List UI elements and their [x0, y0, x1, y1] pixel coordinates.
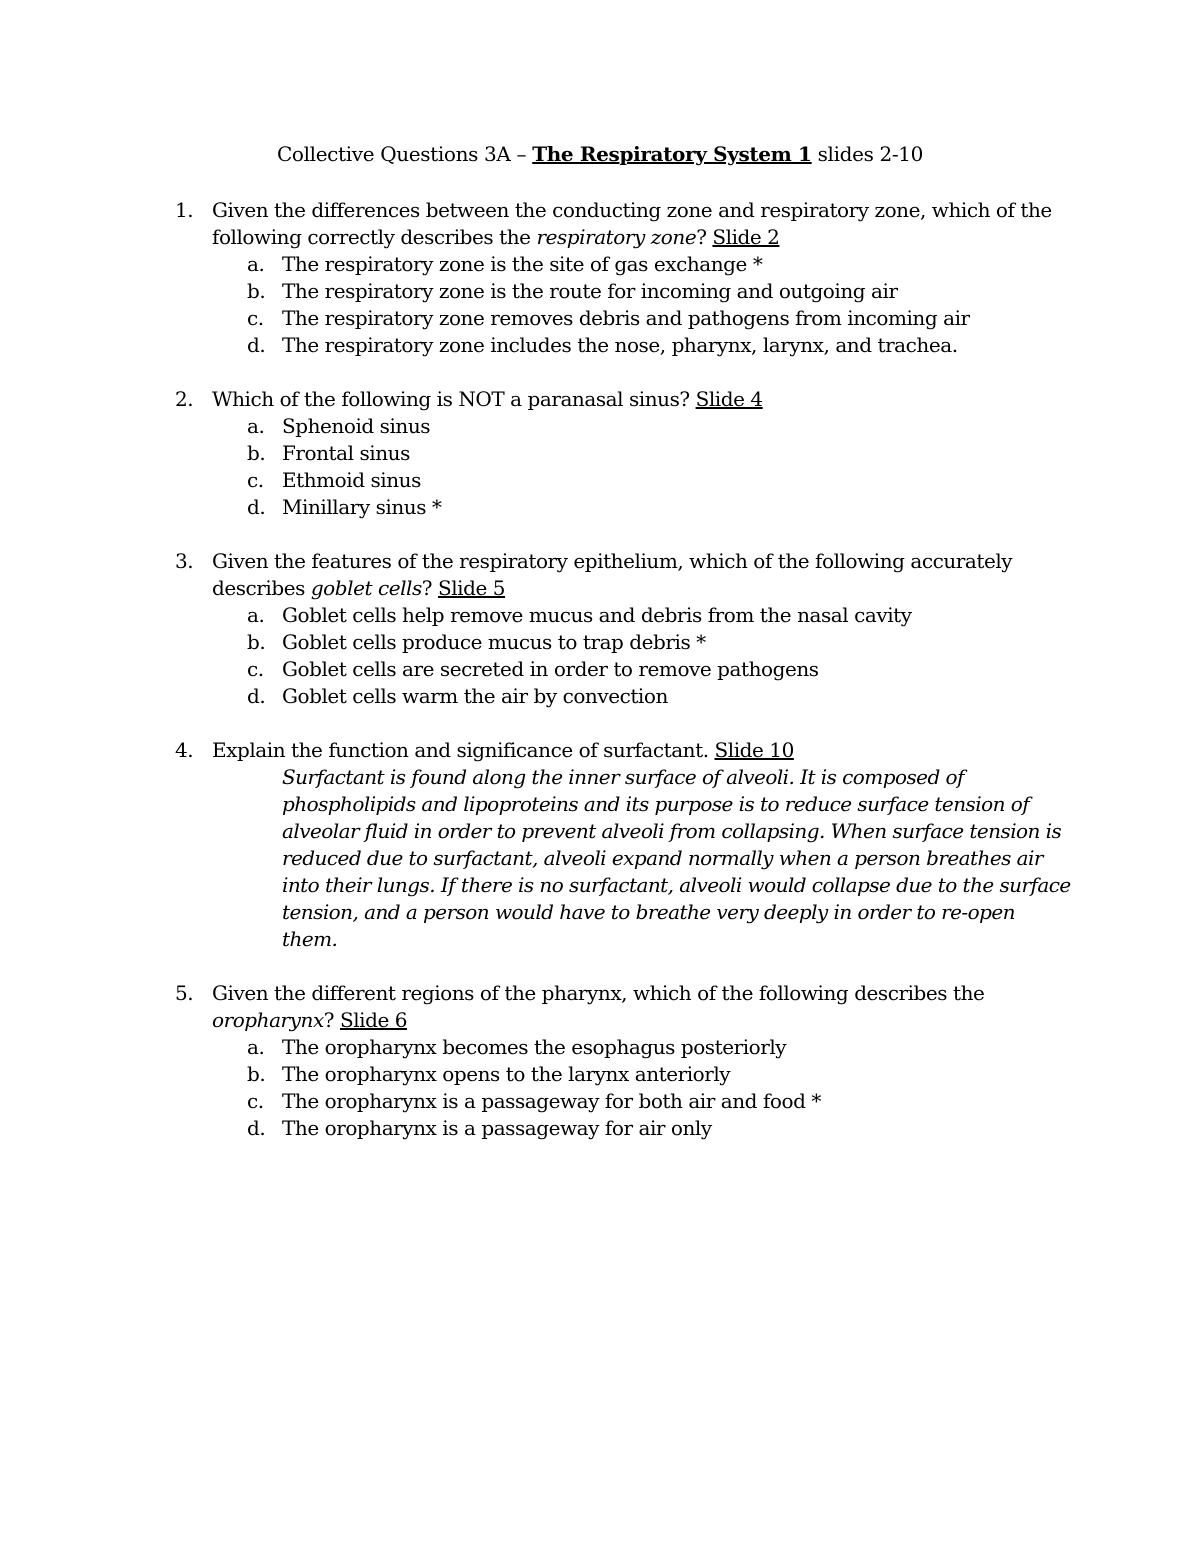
option-text: The respiratory zone is the site of gas exchange * [282, 252, 763, 276]
slide-reference: Slide 6 [339, 1008, 408, 1032]
option-text: Goblet cells are secreted in order to remove pathogens [282, 657, 819, 681]
option-letter: d. [247, 495, 266, 519]
option-letter: c. [247, 306, 264, 330]
option-letter: b. [247, 630, 266, 654]
option-b [0, 278, 1200, 305]
option-list [0, 602, 1200, 710]
option-c [0, 1088, 1200, 1115]
option-letter: a. [247, 414, 265, 438]
option-letter: b. [247, 279, 266, 303]
document-title [0, 141, 1200, 168]
question-number: 4. [175, 738, 194, 762]
option-d [0, 683, 1200, 710]
question-number: 2. [175, 387, 194, 411]
option-text: Goblet cells warm the air by convection [282, 684, 668, 708]
option-text: The respiratory zone includes the nose, pharynx, larynx, and trachea. [282, 333, 958, 357]
title-topic: The Respiratory System 1 [532, 142, 812, 166]
question-text [212, 197, 1052, 251]
question-emphasis: goblet cells [310, 576, 422, 600]
question-text [212, 737, 1052, 764]
option-letter: d. [247, 1116, 266, 1140]
option-letter: d. [247, 333, 266, 357]
option-letter: b. [247, 1062, 266, 1086]
option-c [0, 656, 1200, 683]
question-text-part: Given the features of the respiratory epithelium, which of the following accurately describes [212, 549, 1013, 600]
option-d [0, 1115, 1200, 1142]
question-text-part: Explain the function and significance of surfactant. [212, 738, 715, 762]
question-5 [0, 980, 1200, 1142]
question-3 [0, 548, 1200, 710]
question-text [212, 548, 1052, 602]
option-d [0, 332, 1200, 359]
question-number: 5. [175, 981, 194, 1005]
option-text: The oropharynx is a passageway for air only [282, 1116, 712, 1140]
option-letter: d. [247, 684, 266, 708]
question-text-part: Given the different regions of the pharynx, which of the following describes the [212, 981, 985, 1005]
option-text: The oropharynx is a passageway for both air and food * [282, 1089, 821, 1113]
question-text [212, 386, 1052, 413]
question-1 [0, 197, 1200, 359]
slide-reference: Slide 10 [714, 738, 794, 762]
question-emphasis: respiratory zone [536, 225, 697, 249]
option-letter: c. [247, 1089, 264, 1113]
title-suffix: slides 2-10 [811, 142, 924, 166]
option-c [0, 305, 1200, 332]
option-letter: a. [247, 603, 265, 627]
option-b [0, 1061, 1200, 1088]
option-a [0, 251, 1200, 278]
option-text: The respiratory zone is the route for incoming and outgoing air [282, 279, 898, 303]
slide-reference: Slide 5 [437, 576, 506, 600]
option-letter: b. [247, 441, 266, 465]
question-number: 1. [175, 198, 194, 222]
question-number: 3. [175, 549, 194, 573]
option-text: Minillary sinus * [282, 495, 442, 519]
question-text-part: ? [696, 225, 713, 249]
option-text: Sphenoid sinus [282, 414, 431, 438]
option-letter: c. [247, 468, 264, 492]
slide-reference: Slide 4 [695, 387, 763, 411]
option-list [0, 251, 1200, 359]
option-b [0, 440, 1200, 467]
option-letter: a. [247, 1035, 265, 1059]
answer-text: Surfactant is found along the inner surface of alveoli. It is composed of phospholipids and lipoproteins and its purpose is to reduce surface tension of alveolar fluid in order to prevent alveoli from collapsing. When surface tension is reduced due to surfactant, alveoli expand normally when a person breathes air into their lungs. If there is no surfactant, alveoli would collapse due to the surface tension, and a person would have to breathe very deeply in order to re-open them. [282, 765, 1071, 951]
question-2 [0, 386, 1200, 521]
question-text-part: Which of the following is NOT a paranasal sinus? [212, 387, 696, 411]
question-text-part: ? [323, 1008, 340, 1032]
option-a [0, 1034, 1200, 1061]
slide-reference: Slide 2 [712, 225, 780, 249]
question-text-part: Given the differences between the conducting zone and respiratory zone, which of the following correctly describes the [212, 198, 1052, 249]
option-text: The respiratory zone removes debris and pathogens from incoming air [282, 306, 970, 330]
title-prefix: Collective Questions 3A – [276, 142, 533, 166]
option-list [0, 413, 1200, 521]
question-text-part: ? [421, 576, 438, 600]
question-4 [0, 737, 1200, 953]
option-b [0, 629, 1200, 656]
option-text: Goblet cells help remove mucus and debris from the nasal cavity [282, 603, 912, 627]
option-text: The oropharynx becomes the esophagus posteriorly [282, 1035, 787, 1059]
option-c [0, 467, 1200, 494]
option-a [0, 413, 1200, 440]
option-d [0, 494, 1200, 521]
option-list [0, 1034, 1200, 1142]
option-text: Goblet cells produce mucus to trap debris * [282, 630, 706, 654]
option-text: The oropharynx opens to the larynx anteriorly [282, 1062, 731, 1086]
option-text: Frontal sinus [282, 441, 410, 465]
question-emphasis: oropharynx [212, 1008, 324, 1032]
option-letter: c. [247, 657, 264, 681]
option-text: Ethmoid sinus [282, 468, 421, 492]
option-a [0, 602, 1200, 629]
option-letter: a. [247, 252, 265, 276]
question-text [212, 980, 1052, 1034]
question-list [0, 197, 1200, 1169]
